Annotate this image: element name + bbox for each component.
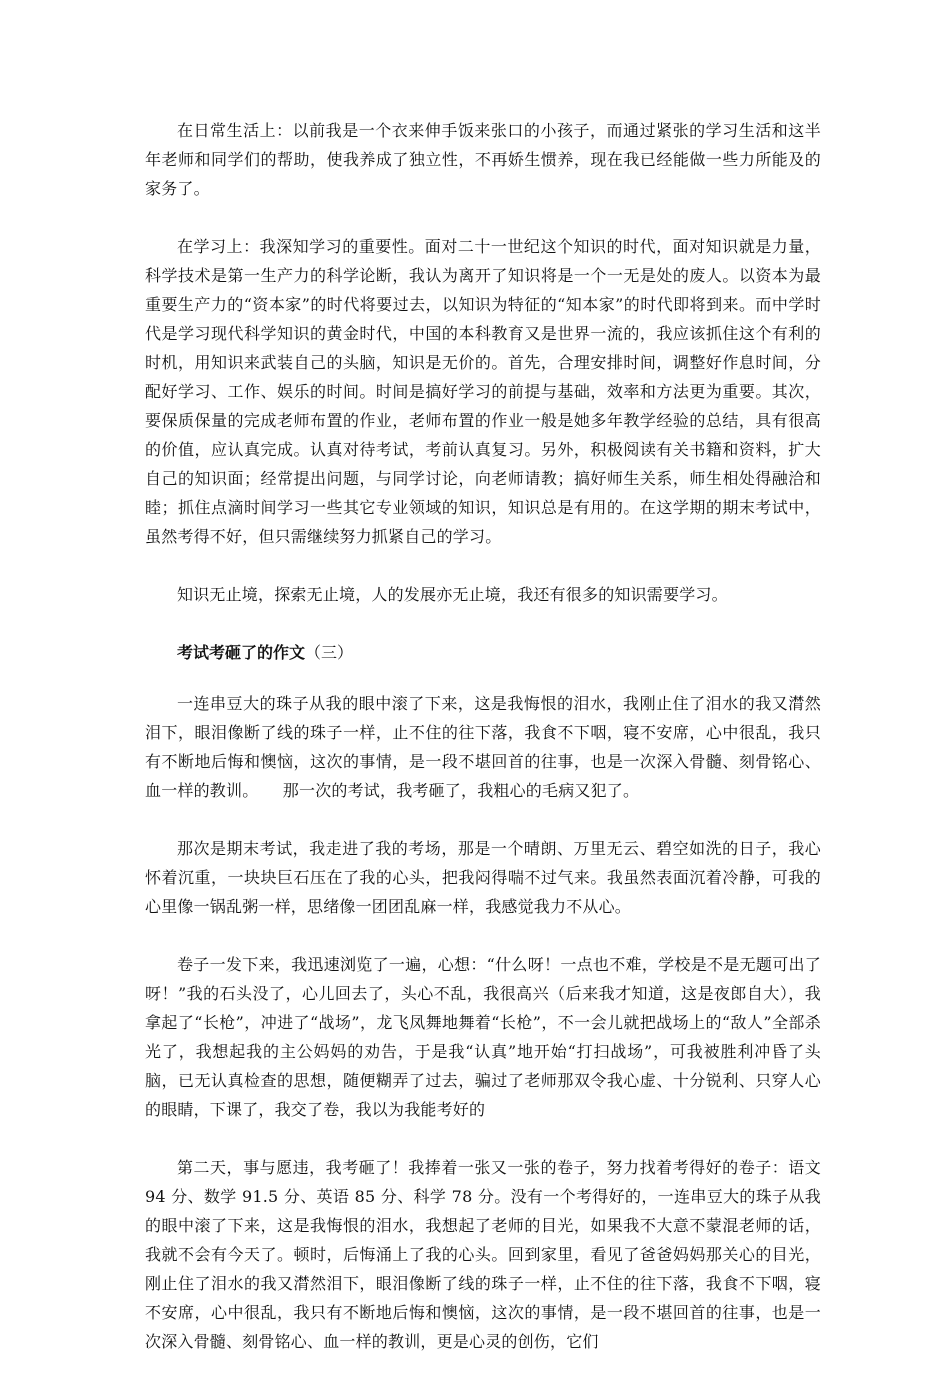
paragraph-study: 在学习上：我深知学习的重要性。面对二十一世纪这个知识的时代，面对知识就是力量，科学技术是第一生产力的科学论断，我认为离开了知识将是一个一无是处的废人。以资本为最重要生产力的“资本家”的时代将要过去，以知识为特征的“知本家”的时代即将到来。而中学时代是学习现代科学知识的黄金时代，中国的本科教育又是世界一流的，我应该抓住这个有利的时机，用知识来武装自己的头脑，知识是无价的。首先，合理安排时间，调整好作息时间，分配好学习、工作、娱乐的时间。时间是搞好学习的前提与基础，效率和方法更为重要。其次，要保质保量的完成老师布置的作业，老师布置的作业一般是她多年教学经验的总结，具有很高的价值，应认真完成。认真对待考试，考前认真复习。另外，积极阅读有关书籍和资料，扩大自己的知识面；经常提出问题，与同学讨论，向老师请教；搞好师生关系，师生相处得融洽和睦；抓住点滴时间学习一些其它专业领域的知识，知识总是有用的。在这学期的期末考试中，虽然考得不好，但只需继续努力抓紧自己的学习。 (145, 237, 821, 546)
paragraph-exam-paper: 卷子一发下来，我迅速浏览了一遍，心想：“什么呀！一点也不难，学校是不是无题可出了呀！”我的石头没了，心儿回去了，头心不乱，我很高兴（后来我才知道，这是夜郎自大），我拿起了“长枪”，冲进了“战场”，龙飞凤舞地舞着“长枪”，不一会儿就把战场上的“敌人”全部杀光了，我想起我的主公妈妈的劝告，于是我“认真”地开始“打扫战场”，可我被胜利冲昏了头脑，已无认真检查的思想，随便糊弄了过去，骗过了老师那双令我心虚、十分锐利、只穿人心的眼睛，下课了，我交了卷，我以为我能考好的 (145, 955, 821, 1119)
paragraph-exam-day: 那次是期末考试，我走进了我的考场，那是一个晴朗、万里无云、碧空如洗的日子，我心怀着沉重，一块块巨石压在了我的心头，把我闷得喘不过气来。我虽然表面沉着冷静，可我的心里像一锅乱粥一样，思绪像一团团乱麻一样，我感觉我力不从心。 (145, 839, 821, 916)
section-heading (145, 638, 821, 667)
paragraph-daily-life: 在日常生活上：以前我是一个衣来伸手饭来张口的小孩子，而通过紧张的学习生活和这半年老师和同学们的帮助，使我养成了独立性，不再娇生惯养，现在我已经能做一些力所能及的家务了。 (145, 121, 821, 198)
paragraph-tears: 一连串豆大的珠子从我的眼中滚了下来，这是我悔恨的泪水，我刚止住了泪水的我又潸然泪下，眼泪像断了线的珠子一样，止不住的往下落，我食不下咽，寝不安席，心中很乱，我只有不断地后悔和懊恼，这次的事情，是一段不堪回首的往事，也是一次深入骨髓、刻骨铭心、血一样的教训。 那一次的考试，我考砸了，我粗心的毛病又犯了。 (145, 694, 821, 800)
section-title: 考试考砸了的作文 (177, 643, 306, 662)
document-body (145, 116, 821, 1385)
paragraph-knowledge-endless: 知识无止境，探索无止境，人的发展亦无止境，我还有很多的知识需要学习。 (177, 585, 728, 604)
paragraph-results: 第二天，事与愿违，我考砸了！我捧着一张又一张的卷子，努力找着考得好的卷子：语文 94 分、数学 91.5 分、英语 85 分、科学 78 分。没有一个考得好的，一连串豆大的珠子从我的眼中滚了下来，这是我悔恨的泪水，我想起了老师的目光，如果我不大意不蒙混老师的话，我就不会有今天了。顿时，后悔涌上了我的心头。回到家里，看见了爸爸妈妈那关心的目光，刚止住了泪水的我又潸然泪下，眼泪像断了线的珠子一样，止不住的往下落，我食不下咽，寝不安席，心中很乱，我只有不断地后悔和懊恼，这次的事情，是一段不堪回首的往事，也是一次深入骨髓、刻骨铭心、血一样的教训，更是心灵的创伤，它们 (145, 1158, 821, 1351)
section-title-suffix: （三） (305, 643, 354, 662)
